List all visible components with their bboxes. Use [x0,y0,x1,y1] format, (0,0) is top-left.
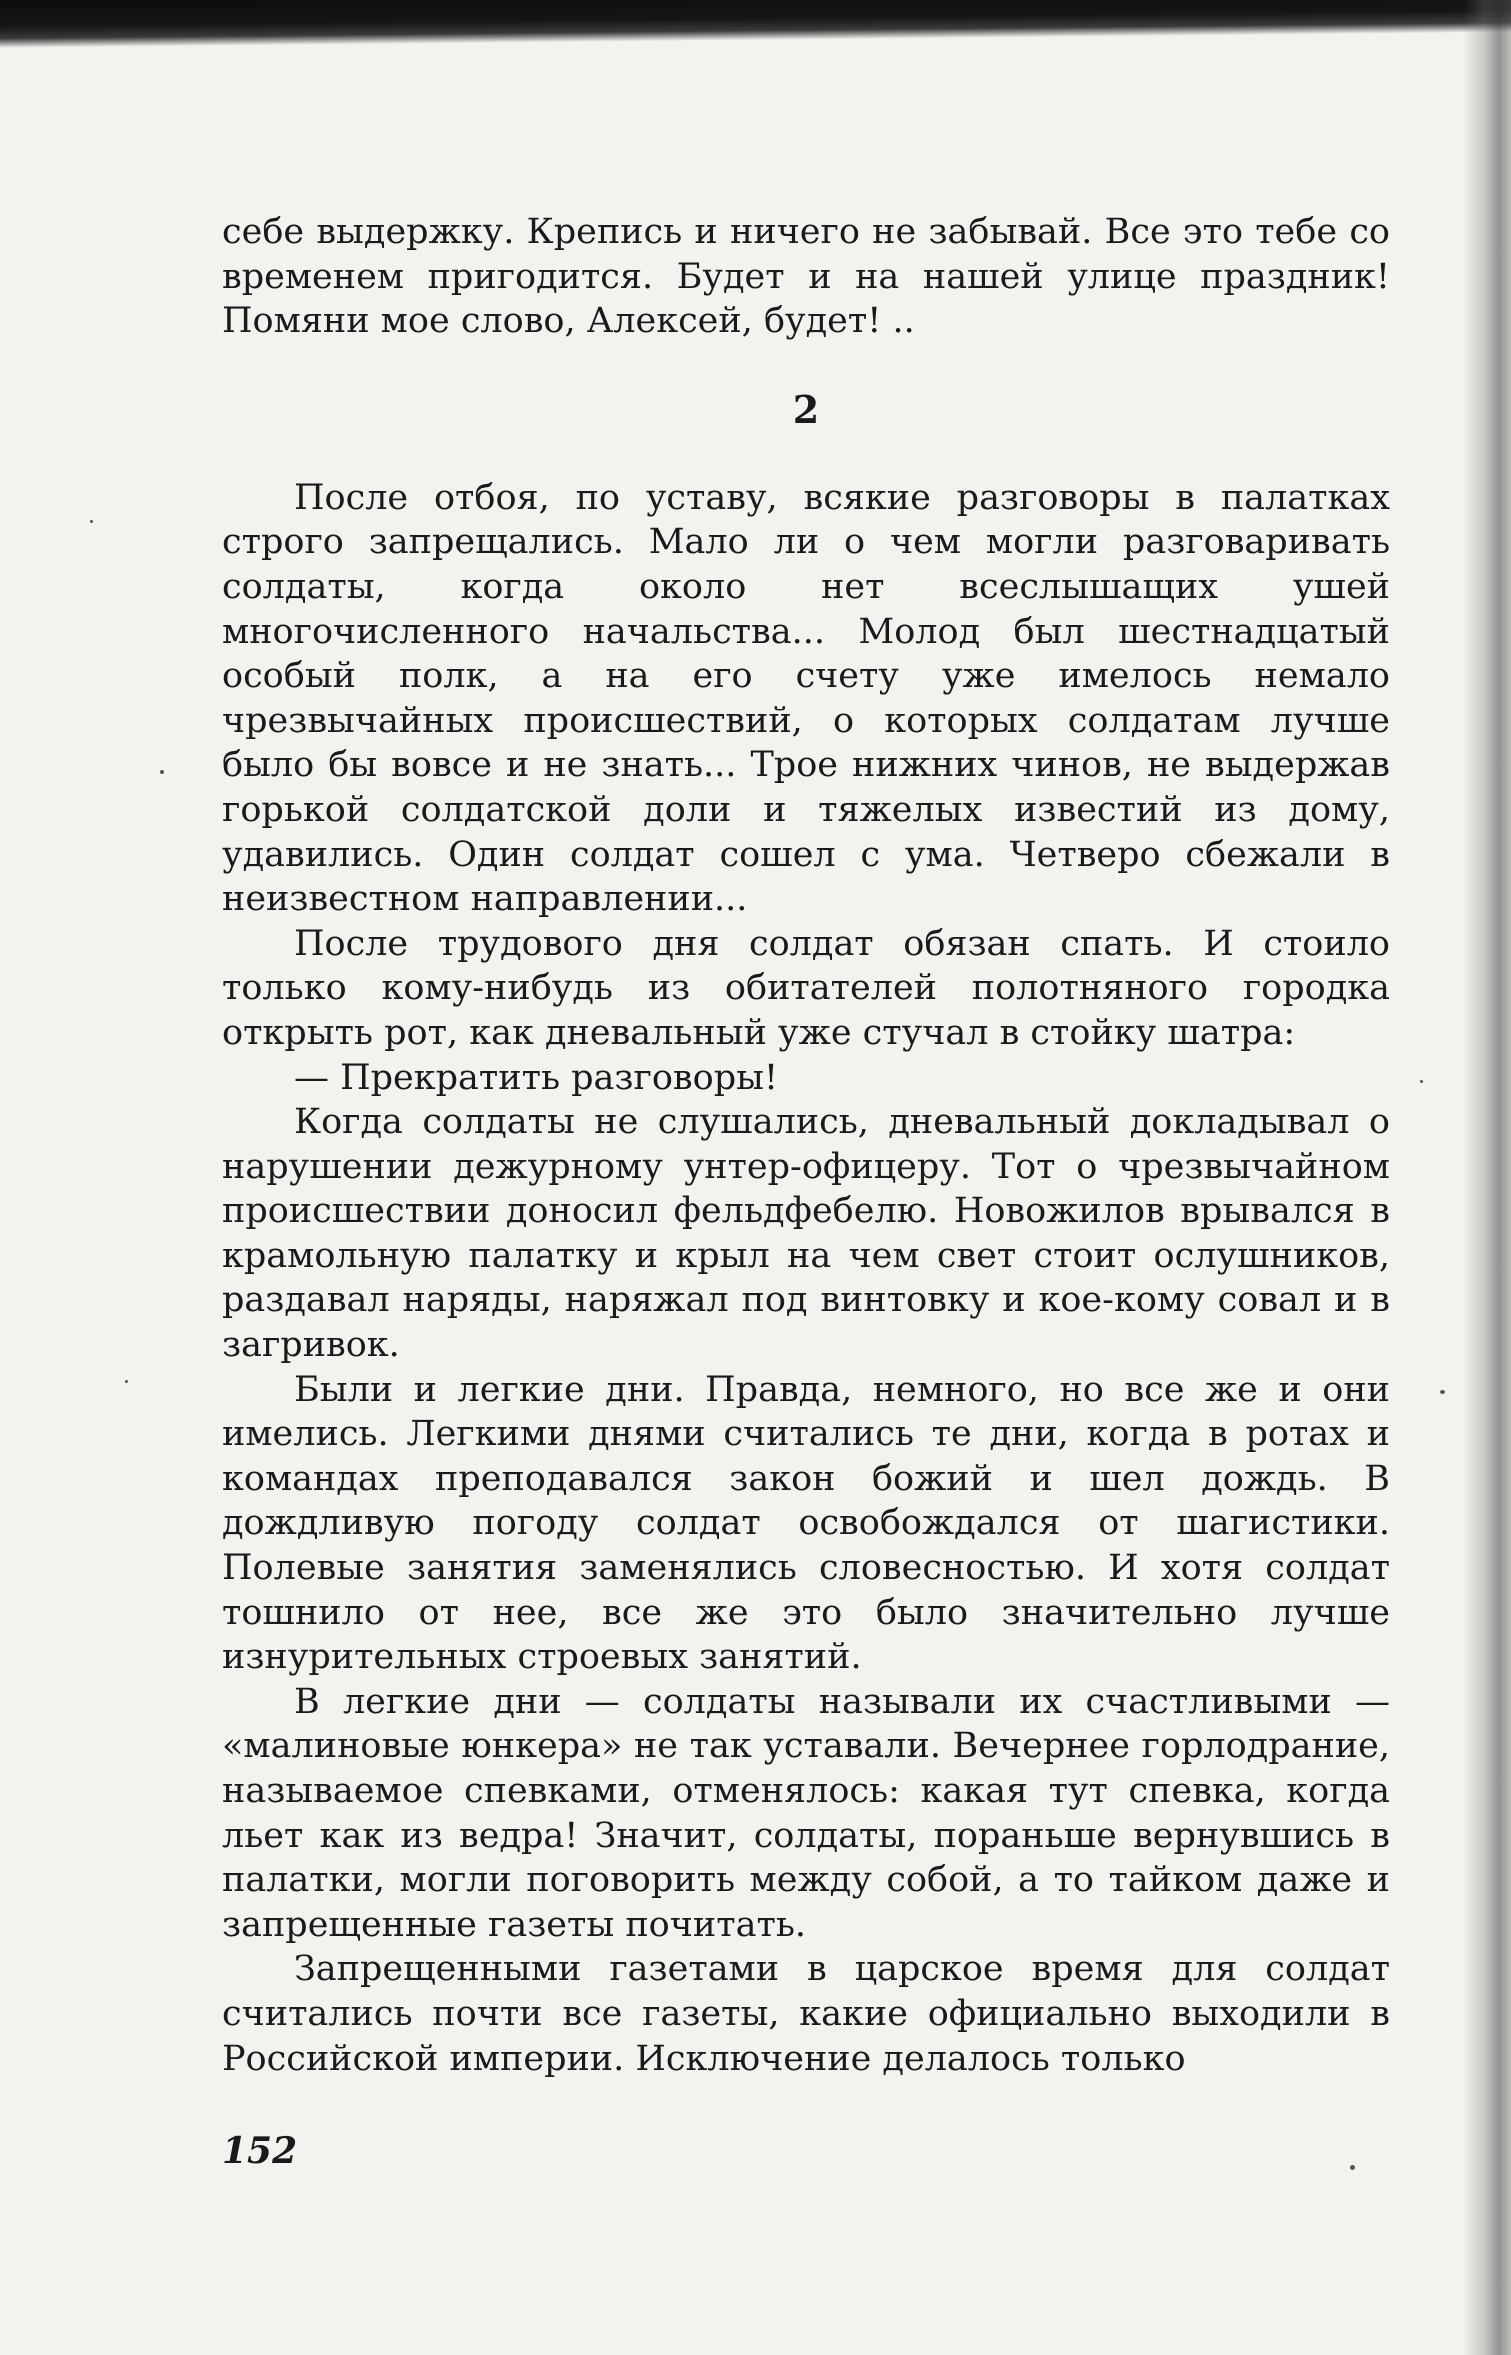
paragraph-6: В легкие дни — солдаты называли их счастливыми — «малиновые юнкера» не так уставали. Вечернее горлодрание, называемое спевками, отменялось: какая тут спевка, когда льет как из ведра! Значит, солдаты, пораньше вернувшись в палатки, могли поговорить между собой, а то тайком даже и запрещенные газеты почитать. [222,1681,1390,1945]
scan-speck [125,1380,128,1383]
paragraph-2: После трудового дня солдат обязан спать. И стоило только кому-нибудь из обитателей полотняного городка открыть рот, как дневальный уже стучал в стойку шатра: [222,923,1390,1053]
scan-speck [90,520,93,523]
paragraph-4: Когда солдаты не слушались, дневальный докладывал о нарушении дежурному унтер-офицеру. Тот о чрезвычайном происшествии доносил фельдфебелю. Новожилов врывался в крамольную палатку и крыл на чем свет стоит ослушников, раздавал наряды, наряжал под винтовку и кое-кому совал и в загривок. [222,1102,1390,1366]
scan-right-edge [1463,0,1511,2355]
chapter-number: 2 [792,386,820,432]
paragraph-5: Были и легкие дни. Правда, немного, но все же и они имелись. Легкими днями считались те дни, когда в ротах и командах преподавался закон божий и шел дождь. В дождливую погоду солдат освобождался от шагистики. Полевые занятия заменялись словесностью. И хотя солдат тошнило от нее, все же это было значительно лучше изнурительных строевых занятий. [222,1369,1390,1678]
book-page [222,210,1390,2081]
opening-paragraph: себе выдержку. Крепись и ничего не забывай. Все это тебе со временем пригодится. Будет и на нашей улице праздник! Помяни мое слово, Алексей, будет! .. [222,212,1390,342]
scan-top-edge [0,0,1511,48]
page-number: 152 [222,2130,298,2172]
paragraph-1: После отбоя, по уставу, всякие разговоры в палатках строго запрещались. Мало ли о чем могли разговаривать солдаты, когда около нет всеслышащих ушей многочисленного начальства... Молод был шестнадцатый особый полк, а на его счету уже имелось немало чрезвычайных происшествий, о которых солдатам лучше было бы вовсе и не знать... Трое нижних чинов, не выдержав горькой солдатской доли и тяжелых известий из дому, удавились. Один солдат сошел с ума. Четверо сбежали в неизвестном направлении... [222,477,1390,920]
scan-speck [1420,1080,1423,1083]
paragraph-3-dialogue: — Прекратить разговоры! [294,1057,779,1098]
scan-speck [160,770,164,774]
paragraph-7: Запрещенными газетами в царское время для солдат считались почти все газеты, какие официально выходили в Российской империи. Исключение делалось только [222,1949,1390,2079]
scan-speck [1440,1390,1445,1394]
scan-speck [1350,2165,1355,2170]
